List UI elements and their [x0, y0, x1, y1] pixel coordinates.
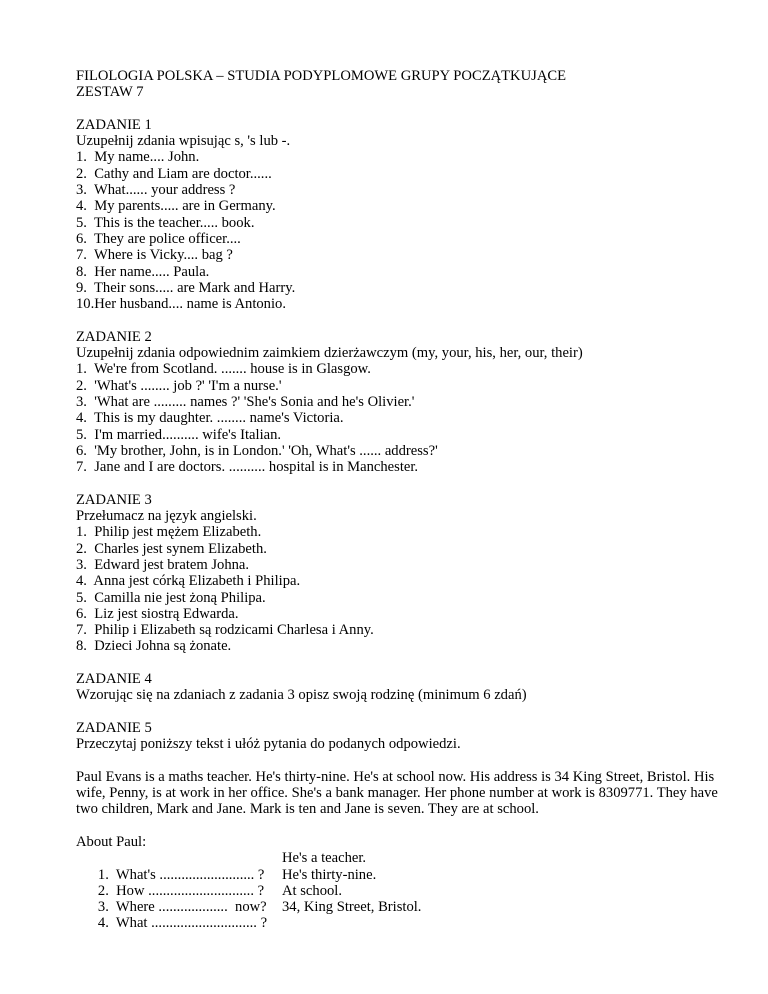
task-1-item: 7. Where is Vicky.... bag ?: [76, 247, 233, 264]
task-1-item: 6. They are police officer....: [76, 230, 241, 247]
task-3-heading: ZADANIE 3: [76, 491, 152, 508]
task-1-instruction: Uzupełnij zdania wpisując s, 's lub -.: [76, 133, 291, 150]
task-3: [76, 492, 736, 655]
question-answer: 34, King Street, Bristol.: [282, 899, 422, 916]
question-answer: At school.: [282, 882, 342, 899]
task-3-item: 3. Edward jest bratem Johna.: [76, 556, 250, 573]
about-label: About Paul:: [76, 833, 147, 850]
document-title: FILOLOGIA POLSKA – STUDIA PODYPLOMOWE GRUPY POCZĄTKUJĄCE: [76, 68, 567, 84]
task-3-item: 5. Camilla nie jest żoną Philipa.: [76, 589, 266, 606]
task-3-instruction: Przełumacz na język angielski.: [76, 508, 257, 525]
task-5: [76, 719, 736, 932]
task-3-item: 8. Dzieci Johna są żonate.: [76, 638, 232, 655]
task-2-heading: ZADANIE 2: [76, 328, 152, 345]
question-prompt: 1. What's .......................... ?: [97, 866, 265, 883]
question-row: [76, 899, 736, 932]
task-4: [76, 671, 736, 704]
task-3-item: 4. Anna jest córką Elizabeth i Philipa.: [76, 573, 301, 590]
task-1: [76, 117, 736, 313]
task-1-item: 1. My name.... John.: [76, 149, 200, 166]
task-2-item: 7. Jane and I are doctors. .......... hospital is in Manchester.: [76, 459, 419, 476]
task-2-item: 4. This is my daughter. ........ name's Victoria.: [76, 410, 344, 427]
question-prompt: 3. Where ................... now?: [97, 899, 267, 916]
task-3-item: 1. Philip jest mężem Elizabeth.: [76, 524, 262, 541]
task-2-instruction: Uzupełnij zdania odpowiednim zaimkiem dzierżawczym (my, your, his, her, our, their): [76, 345, 583, 362]
task-2-item: 3. 'What are ......... names ?' 'She's Sonia and he's Olivier.': [76, 393, 415, 410]
task-5-instruction: Przeczytaj poniższy tekst i ułóż pytania do podanych odpowiedzi.: [76, 736, 461, 753]
task-1-item: 8. Her name..... Paula.: [76, 263, 210, 280]
task-1-item: 9. Their sons..... are Mark and Harry.: [76, 279, 296, 296]
task-1-item: 2. Cathy and Liam are doctor......: [76, 165, 272, 182]
task-2: [76, 329, 736, 476]
task-1-item: 5. This is the teacher..... book.: [76, 214, 255, 231]
task-3-item: 2. Charles jest synem Elizabeth.: [76, 540, 267, 557]
task-1-item: 10.Her husband.... name is Antonio.: [76, 296, 286, 313]
task-3-item: 6. Liz jest siostrą Edwarda.: [76, 605, 239, 622]
task-3-item: 7. Philip i Elizabeth są rodzicami Charlesa i Anny.: [76, 622, 374, 639]
task-2-item: 6. 'My brother, John, is in London.' 'Oh, What's ...... address?': [76, 442, 438, 459]
task-1-item: 3. What...... your address ?: [76, 182, 236, 199]
task-5-heading: ZADANIE 5: [76, 719, 152, 736]
question-prompt: 4. What ............................. ?: [97, 915, 268, 932]
question-prompt: 2. How ............................. ?: [97, 882, 265, 899]
task-2-item: 1. We're from Scotland. ....... house is in Glasgow.: [76, 361, 371, 378]
set-label: ZESTAW 7: [76, 84, 144, 101]
task-4-heading: ZADANIE 4: [76, 670, 152, 687]
question-answer: He's a teacher.: [282, 850, 367, 867]
task-1-heading: ZADANIE 1: [76, 116, 152, 133]
task-1-item: 4. My parents..... are in Germany.: [76, 198, 276, 215]
task-2-item: 2. 'What's ........ job ?' 'I'm a nurse.': [76, 377, 282, 394]
task-4-instruction: Wzorując się na zdaniach z zadania 3 opisz swoją rodzinę (minimum 6 zdań): [76, 687, 527, 704]
task-5-reading-text: Paul Evans is a maths teacher. He's thirty-nine. He's at school now. His address is 34 King Street, Bristol. His wife, Penny, is at work in her office. She's a bank manager. Her phone number at work is 8309771. They have two children, Mark and Jane. Mark is ten and Jane is seven. They are at school.: [76, 768, 718, 818]
document-page: [76, 68, 736, 932]
question-answer: He's thirty-nine.: [282, 866, 377, 883]
task-2-item: 5. I'm married.......... wife's Italian.: [76, 426, 282, 443]
